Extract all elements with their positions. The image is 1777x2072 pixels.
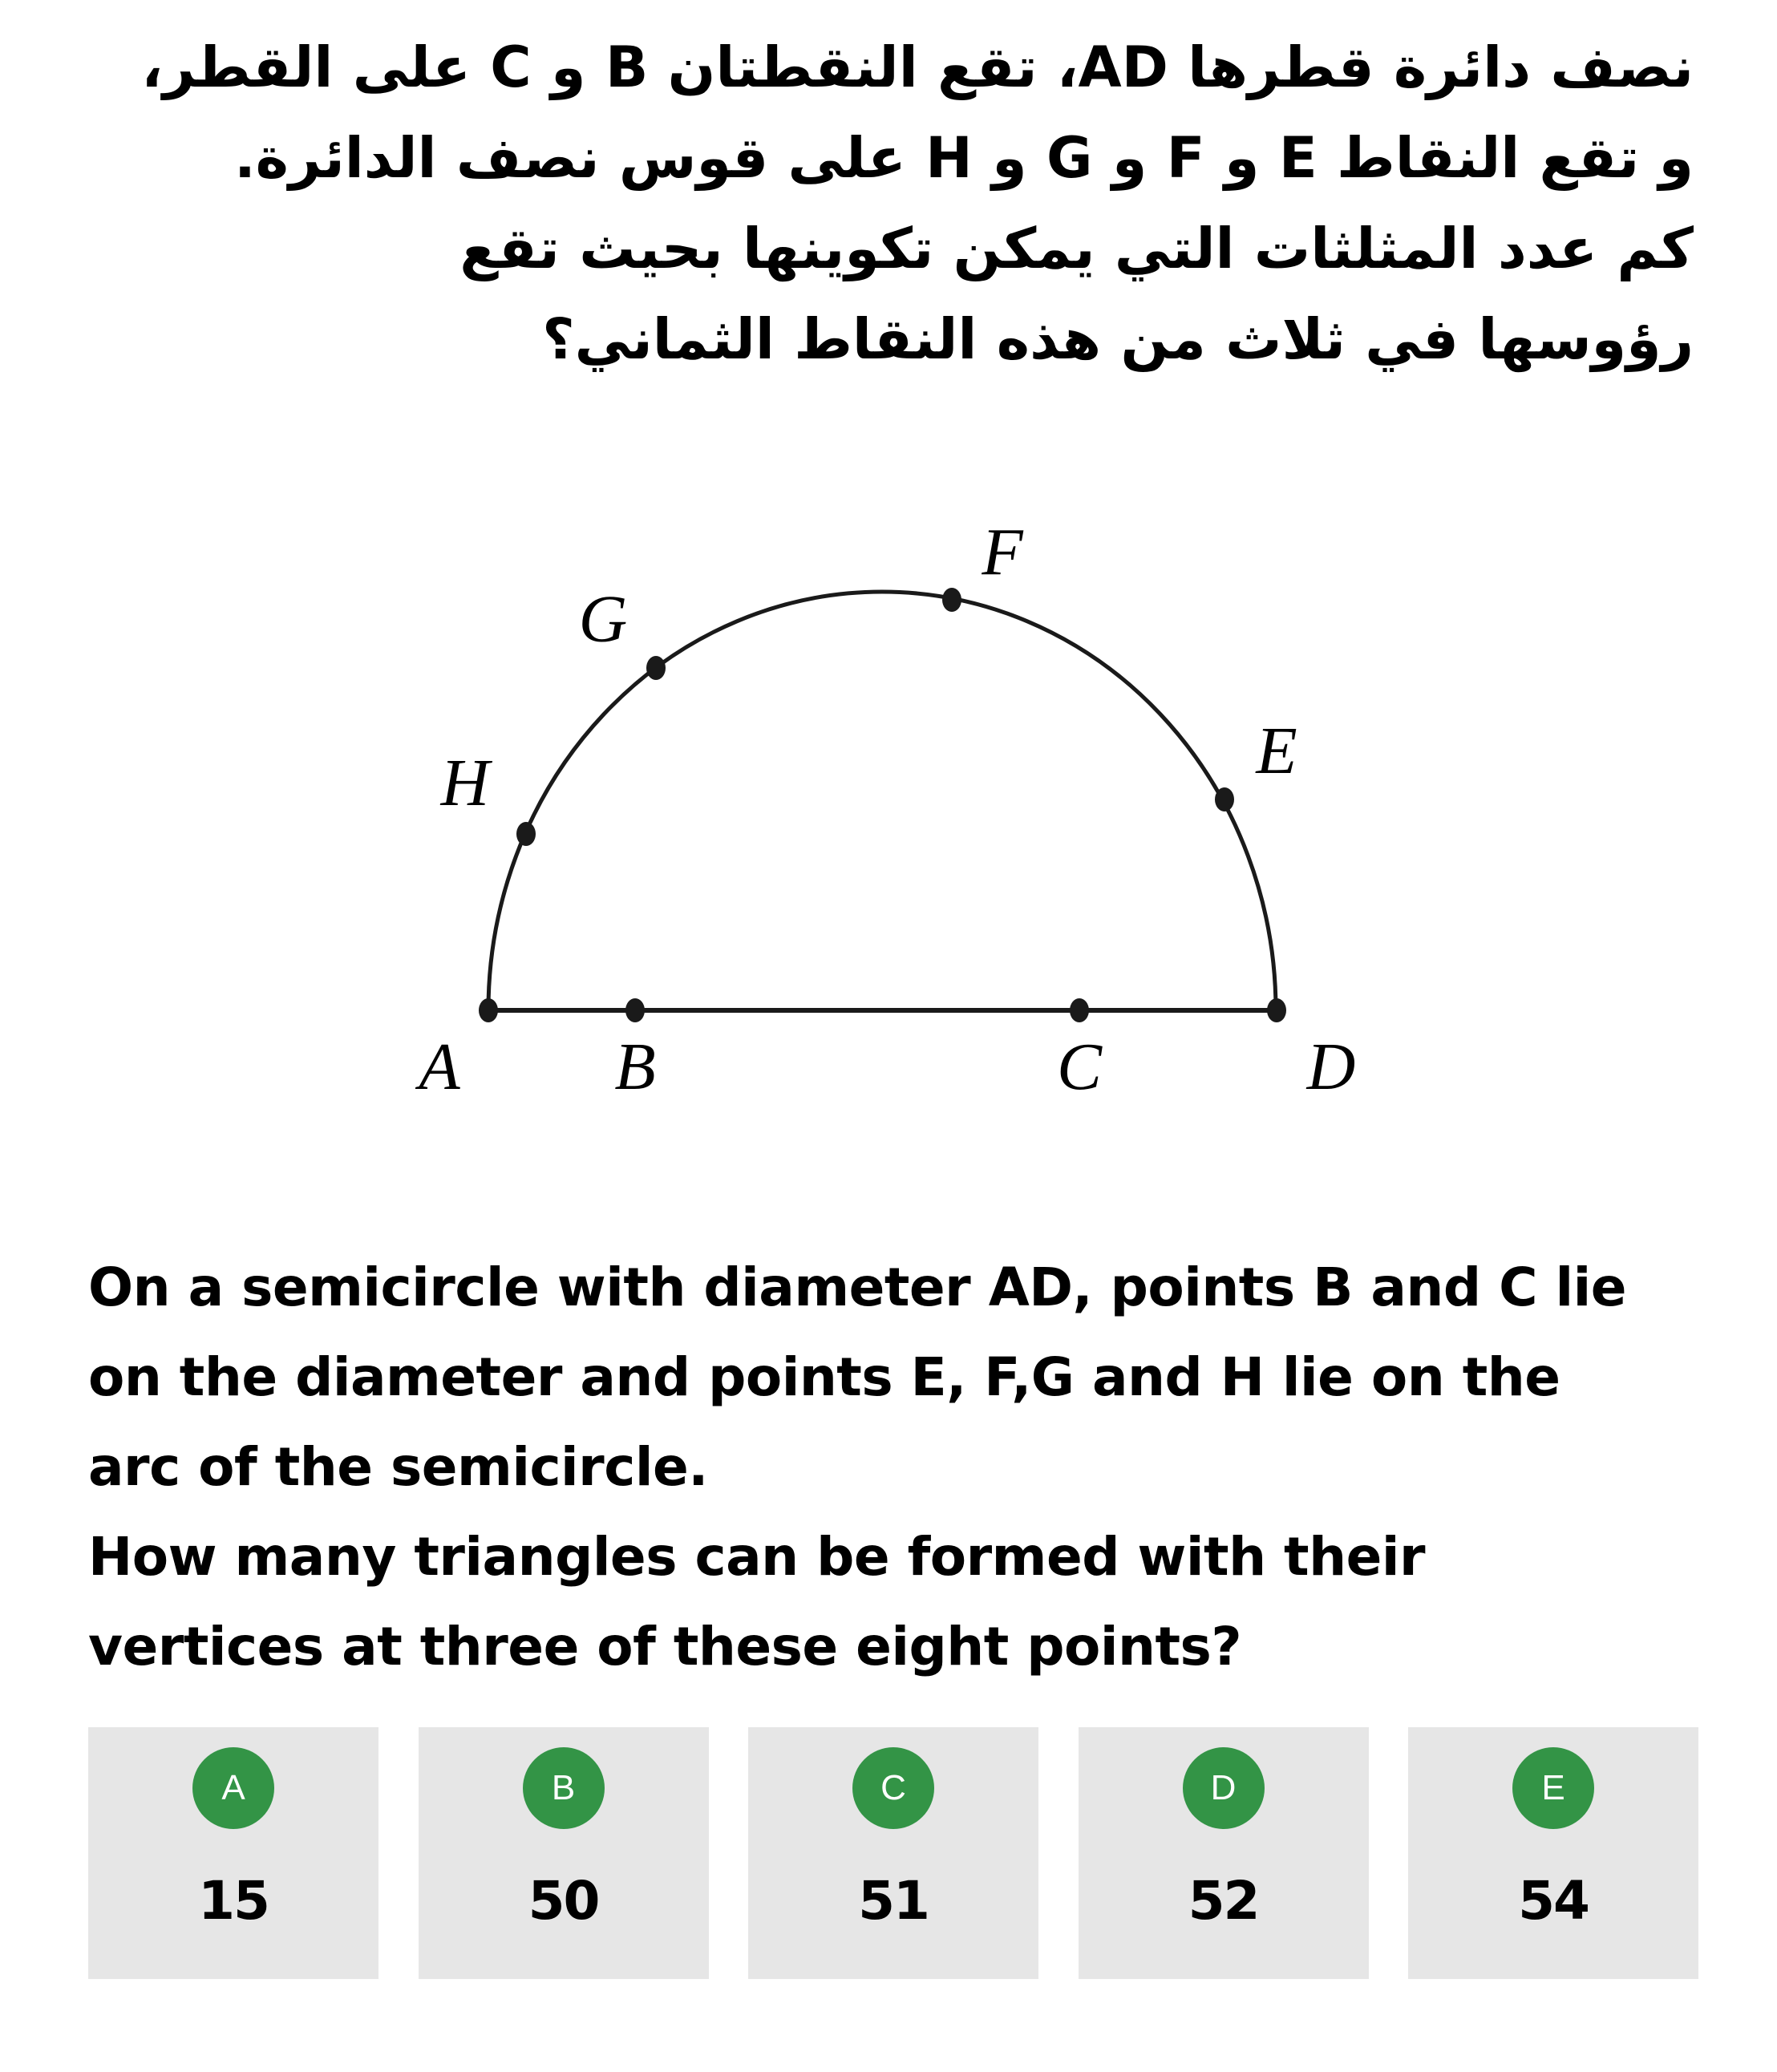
label-b: B	[614, 1030, 656, 1104]
choice-d[interactable]	[1079, 1727, 1369, 1979]
question-english-line: arc of the semicircle.	[88, 1436, 708, 1498]
choice-value: 50	[528, 1870, 599, 1932]
choice-c[interactable]	[748, 1727, 1038, 1979]
question-english-line: How many triangles can be formed with their	[88, 1526, 1426, 1588]
label-a: A	[419, 1030, 460, 1104]
question-arabic-line: نصف دائرة قطرها AD، تقع النقطتان B و C على القطر،	[141, 34, 1694, 100]
choice-letter-badge: C	[852, 1747, 934, 1829]
label-g: G	[578, 582, 628, 657]
question-english-line: vertices at three of these eight points?	[88, 1616, 1242, 1677]
choice-e[interactable]	[1408, 1727, 1698, 1979]
point-g	[646, 656, 666, 680]
point-b	[625, 998, 645, 1022]
semicircle-figure	[0, 481, 1777, 1139]
label-f: F	[982, 515, 1023, 589]
point-e	[1215, 787, 1234, 811]
choice-letter-badge: E	[1512, 1747, 1594, 1829]
point-h	[516, 822, 536, 846]
question-arabic-line: كم عدد المثلثات التي يمكن تكوينها بحيث تقع	[459, 216, 1694, 281]
choice-value: 15	[198, 1870, 269, 1932]
choice-value: 51	[858, 1870, 929, 1932]
choice-b[interactable]	[419, 1727, 709, 1979]
label-e: E	[1256, 714, 1297, 788]
label-d: D	[1306, 1030, 1356, 1104]
choice-letter-badge: A	[192, 1747, 274, 1829]
label-c: C	[1056, 1030, 1103, 1104]
choice-value: 54	[1518, 1870, 1589, 1932]
choice-value: 52	[1188, 1870, 1259, 1932]
answer-choices	[88, 1727, 1698, 1979]
choice-letter-badge: B	[523, 1747, 605, 1829]
point-a	[479, 998, 498, 1022]
question-english	[88, 1243, 1708, 1692]
choice-letter-badge: D	[1183, 1747, 1265, 1829]
question-arabic	[58, 22, 1694, 385]
question-english-line: On a semicircle with diameter AD, points B and C lie	[88, 1257, 1627, 1318]
question-english-line: on the diameter and points E, F,G and H lie on the	[88, 1346, 1560, 1408]
point-f	[942, 588, 961, 612]
question-arabic-line: و تقع النقاط E و F و G و H على قوس نصف الدائرة.	[234, 125, 1694, 191]
label-h: H	[440, 746, 490, 820]
choice-a[interactable]	[88, 1727, 378, 1979]
question-arabic-line: رؤوسها في ثلاث من هذه النقاط الثماني؟	[542, 306, 1694, 372]
point-d	[1267, 998, 1286, 1022]
point-c	[1070, 998, 1089, 1022]
